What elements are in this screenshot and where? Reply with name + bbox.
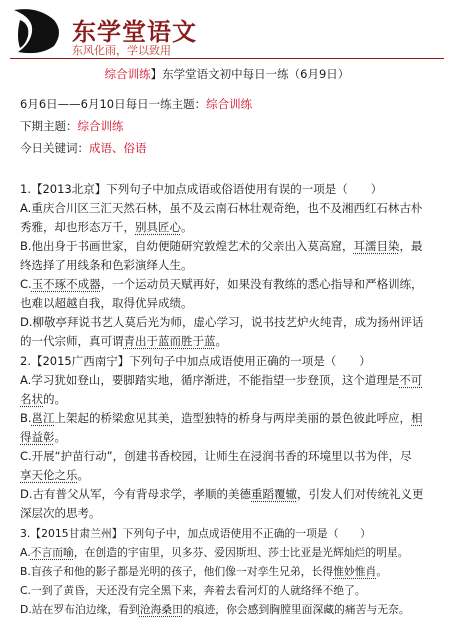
option-b-cont: 得益彰。 xyxy=(20,430,66,444)
title-rest: 】东学堂语文初中每日一练（6月9日） xyxy=(150,67,350,81)
next-theme-label: 下期主题： xyxy=(20,119,78,133)
option-d-cont: 深层次的思考。 xyxy=(20,506,101,520)
question-stem: 3.【2015甘肃兰州】下列句子中，加点成语使用不正确的一项是（ ） xyxy=(20,527,371,540)
option-a-cont: 秀雅，却也形态万千，别具匠心。 xyxy=(20,220,193,234)
page-title xyxy=(0,66,454,82)
question-stem: 2.【2015广西南宁】下列句子中加点成语使用正确的一项是（ ） xyxy=(20,354,371,368)
header-divider xyxy=(10,58,444,59)
logo-icon xyxy=(8,6,64,56)
theme-label: 6月6日——6月10日每日一练主题： xyxy=(20,97,207,111)
brand-name: 东学堂语文 xyxy=(72,18,197,46)
option-b: B.他出身于书画世家，自幼便随研究敦煌艺术的父亲出入莫高窟，耳濡目染，最 xyxy=(20,239,423,253)
option-a: A.不言而喻，在创造的宇宙里，贝多芬、爱因斯坦、莎士比亚是光辉灿烂的明星。 xyxy=(20,546,409,559)
option-d: D.柳敬亭拜说书艺人莫后光为师，虚心学习，说书技艺炉火纯青，成为扬州评话 xyxy=(20,315,424,329)
theme-line xyxy=(20,96,252,112)
option-d: D.站在罗布泊边缘，看到沧海桑田的痕迹，你会感到胸膛里面深藏的痛苦与无奈。 xyxy=(20,603,410,616)
keywords-value: 成语、俗语 xyxy=(89,141,147,155)
option-d-cont: 的一代宗师，真可谓青出于蓝而胜于蓝。 xyxy=(20,334,227,348)
question-2 xyxy=(20,352,444,523)
option-b: B.盲孩子和他的影子都是光明的孩子，他们像一对孪生兄弟，长得惟妙惟肖。 xyxy=(20,565,388,578)
question-stem: 1.【2013北京】下列句子中加点成语或俗语使用有误的一项是（ ） xyxy=(20,182,383,196)
keywords-line xyxy=(20,140,147,156)
option-c: C.一到了黄昏，天还没有完全黑下来，奔着去看河灯的人就络绎不绝了。 xyxy=(20,584,366,597)
option-c-cont: 也难以超越自我，取得优异成绩。 xyxy=(20,296,193,310)
header xyxy=(8,6,448,56)
title-highlight: 综合训练 xyxy=(104,67,151,81)
question-3 xyxy=(20,524,444,619)
keywords-label: 今日关键词： xyxy=(20,141,89,155)
question-1 xyxy=(20,180,444,351)
next-theme-value: 综合训练 xyxy=(77,119,124,133)
option-a: A.重庆合川区三汇天然石林，虽不及云南石林壮观奇绝，也不及湘西红石林古朴 xyxy=(20,201,423,215)
option-a-cont: 名状的。 xyxy=(20,392,66,406)
option-d: D.古有普父从军，今有背母求学，孝顺的美德重蹈覆辙，引发人们对传统礼义更 xyxy=(20,487,424,501)
next-theme-line xyxy=(20,118,124,134)
option-b-cont: 终选择了用线条和色彩演绎人生。 xyxy=(20,258,193,272)
theme-value: 综合训练 xyxy=(206,97,253,111)
option-c: C.开展“护苗行动”，创建书香校园，让师生在浸润书香的环境里以书为伴，尽 xyxy=(20,449,412,463)
option-c-cont: 享天伦之乐。 xyxy=(20,468,89,482)
option-a: A.学习犹如登山，要脚踏实地，循序渐进，不能指望一步登顶，这个道理是不可 xyxy=(20,373,423,387)
option-b: B.邕江上架起的桥梁愈见其美，造型独特的桥身与两岸美丽的景色彼此呼应，相 xyxy=(20,411,423,425)
option-c: C.玉不琢不成器，一个运动员天赋再好，如果没有教练的悉心指导和严格训练， xyxy=(20,277,423,291)
brand-slogan: 东风化雨，学以致用 xyxy=(72,44,171,57)
